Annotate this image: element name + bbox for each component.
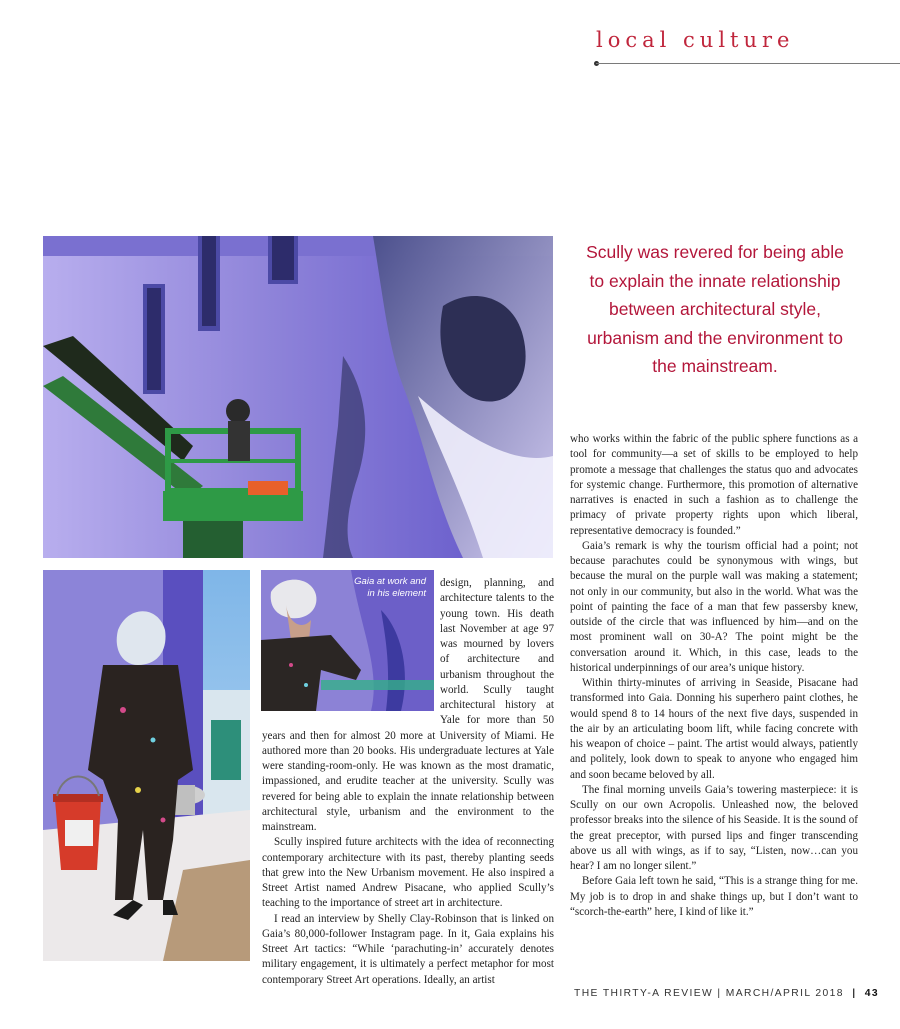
article-paragraph: Before Gaia left town he said, “This is a strange thing for me. My job is to drop in and shake things up, but I don’t want to “scorch-the-earth” here, I kind of like it.” (570, 875, 858, 918)
gaia-caption-line-1: Gaia at work and (354, 576, 426, 587)
article-paragraph: Scully inspired future architects with the idea of reconnecting contemporary architecture with its past, thereby planting seeds that grew into the New Urbanism movement. He also inspired a Street Artist named Andrew Pisacane, who applied Scully’s teaching to the importance of street art in architecture. (262, 836, 554, 910)
footer-publication: THE THIRTY-A REVIEW (574, 988, 714, 999)
article-paragraph: Within thirty-minutes of arriving in Seaside, Pisacane had transformed into Gaia. Donning his superhero paint clothes, he would spend 8 to 14 hours of the next five days, suspended in the air by an articulating boom lift, while facing concrete with his weapon of choice – paint. The artist would always, patiently and politely, look down to speak to anyone who engaged him and soon became beloved by all. (570, 677, 858, 781)
article-paragraph: who works within the fabric of the public sphere functions as a tool for community—a set of skills to be employed to help promote a message that challenges the status quo and advocates for systemic change. Furthermore, this promotion of alternative narratives is enacted in such a fashion as to challenge the primacy of private property rights upon which liberal, representative democracy is founded.” (570, 433, 858, 537)
article-paragraph: design, planning, and architecture talents to the young town. His death last November at age 97 was mourned by lovers of architecture and urbanism throughout the world. Scully taught architectural history at Yale for more than 50 years and then for almost 20 more at University of Miami. He authored more than 20 books. His undergraduate lectures at Yale were standing-room-only. He was known as the most dramatic, impassioned, and erudite teacher at the university. Scully was revered for being able to explain the innate relationship between architectural style, urbanism and the environment to the mainstream. (262, 577, 554, 833)
article-column-left (262, 576, 554, 986)
article-column-right (570, 432, 858, 920)
gaia-caption-line-2: in his element (367, 588, 426, 599)
mural-photo-image (43, 236, 553, 558)
section-rule (596, 63, 900, 64)
painter-walking-image (43, 570, 250, 961)
pull-quote: Scully was revered for being able to explain the innate relationship between architectural style, urbanism and the environment to the mainstream. (586, 242, 844, 376)
page-number: 43 (864, 988, 879, 999)
section-title: local culture (596, 28, 795, 52)
footer-issue: MARCH/APRIL 2018 (725, 988, 844, 999)
gaia-photo-wrap-space (262, 576, 440, 724)
mural-photo (43, 236, 553, 558)
article-paragraph: The final morning unveils Gaia’s towering masterpiece: it is Scully on our own Acropolis. Unleashed now, the beloved professor breaks into the silence of his Seaside. It is the sound of the great preceptor, with pursed lips and finger transcending above us all with wings, as if to say, “Listen, now…can you hear? I am no longer silent.” (570, 783, 858, 872)
article-paragraph: Gaia’s remark is why the tourism official had a point; not because parachutes could be synonymous with wings, but because the mural on the purple wall was making a statement; not only in our community, but also in the world. What was the point of painting the face of a man that few passersby knew, outside of the circle that was influenced by him—and on the most prominent wall on 30-A? The point might be the conversation around it. Which, in this case, leads to the historical underpinnings of our area’s unique history. (570, 539, 858, 674)
article-paragraph: I read an interview by Shelly Clay-Robinson that is linked on Gaia’s 80,000-follower Instagram page. In it, Gaia explains his Street Art tactics: “While ‘parachuting-in’ accurately denotes military engagement, it is ultimately a perfect metaphor for most contemporary Street Art operations. Ideally, an artist (262, 912, 554, 986)
page-footer: THE THIRTY-A REVIEW | MARCH/APRIL 2018 | 43 (574, 988, 879, 999)
painter-walking-photo (43, 570, 250, 961)
